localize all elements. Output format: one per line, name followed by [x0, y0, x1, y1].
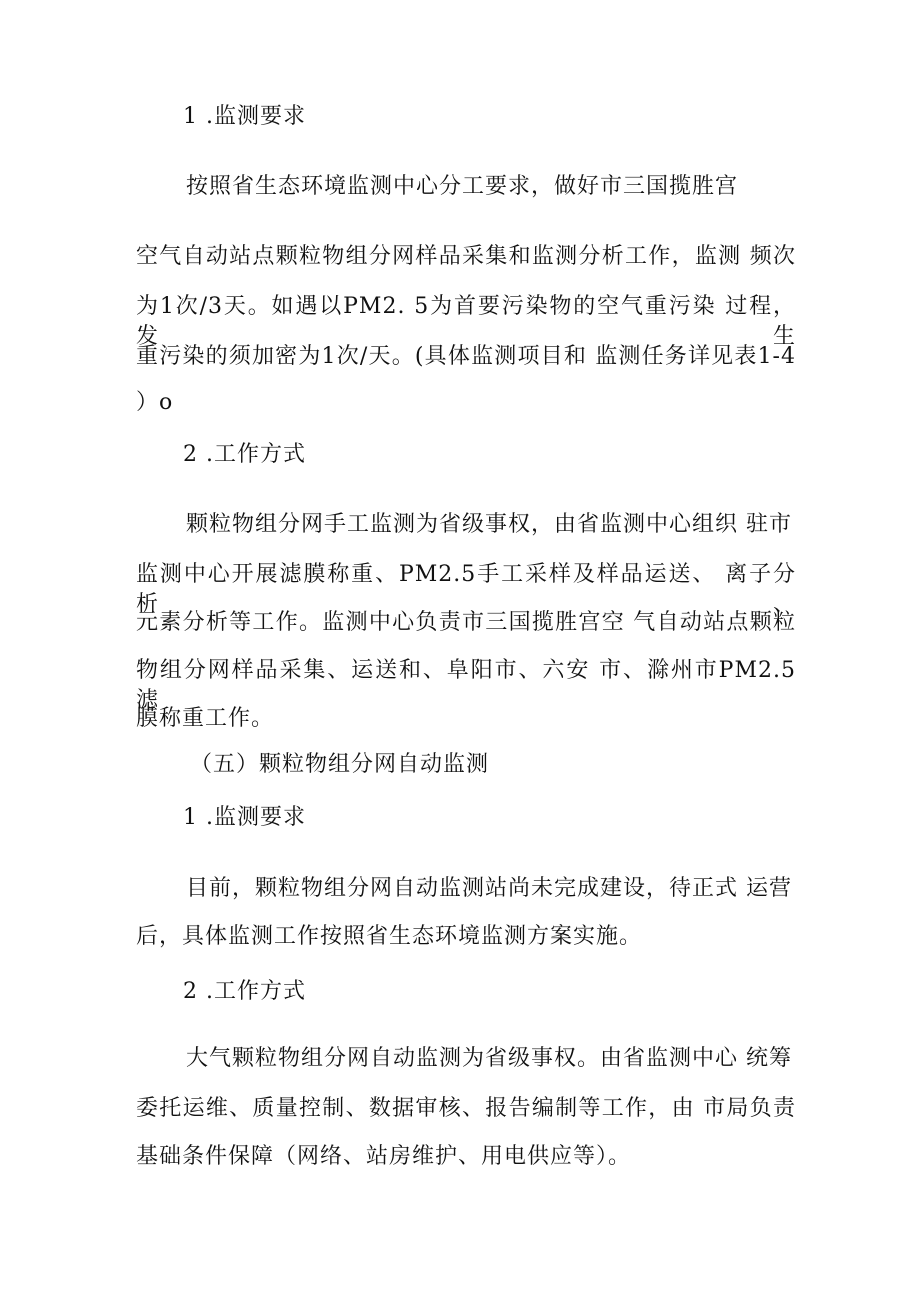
paragraph-line: 监测中心开展滤膜称重、PM2.5手工采样及样品运送、 离子分析、: [136, 562, 796, 617]
paragraph-line: ）o: [136, 390, 174, 415]
heading-work-method: 2 .工作方式: [183, 979, 306, 1004]
heading-work-method: 2 .工作方式: [183, 442, 306, 467]
heading-monitoring-requirements: 1 .监测要求: [183, 104, 306, 129]
heading-monitoring-requirements: 1 .监测要求: [183, 805, 306, 830]
paragraph-line: 物组分网样品采集、运送和、阜阳市、六安 市、滁州市PM2.5滤: [136, 658, 796, 713]
paragraph-line: 为1次/3天。如遇以PM2. 5为首要污染物的空气重污染 过程，发生: [136, 294, 796, 349]
paragraph-line: 按照省生态环境监测中心分工要求，做好市三国揽胜宫: [186, 174, 739, 199]
paragraph-line: 基础条件保障（网络、站房维护、用电供应等）。: [136, 1144, 632, 1169]
paragraph-line: 颗粒物组分网手工监测为省级事权，由省监测中心组织 驻市: [186, 512, 792, 537]
paragraph-line: 委托运维、质量控制、数据审核、报告编制等工作，由 市局负责: [136, 1096, 796, 1121]
paragraph-line: 目前，颗粒物组分网自动监测站尚未完成建设，待正式 运营: [186, 876, 792, 901]
paragraph-line: 大气颗粒物组分网自动监测为省级事权。由省监测中心 统筹: [186, 1046, 792, 1071]
paragraph-line: 后，具体监测工作按照省生态环境监测方案实施。: [136, 924, 643, 949]
paragraph-line: 膜称重工作。: [136, 706, 275, 731]
paragraph-line: 空气自动站点颗粒物组分网样品采集和监测分析工作，监测 频次: [136, 244, 796, 269]
section-title: （五）颗粒物组分网自动监测: [190, 752, 490, 777]
paragraph-line: 重污染的须加密为1次/天。(具体监测项目和 监测任务详见表1-4: [136, 344, 796, 369]
paragraph-line: 元素分析等工作。监测中心负责市三国揽胜宫空 气自动站点颗粒: [136, 610, 796, 635]
